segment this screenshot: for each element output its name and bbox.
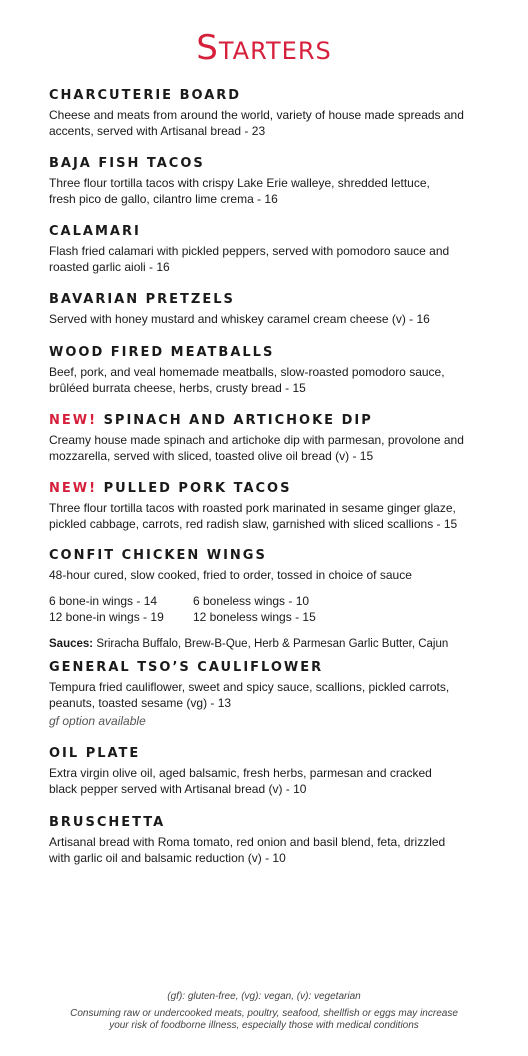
page-title: Starters (196, 28, 332, 68)
item-name: OIL PLATE (49, 746, 141, 761)
description-line: Extra virgin olive oil, aged balsamic, fresh herbs, parmesan and cracked (49, 766, 432, 780)
description-line: Served with honey mustard and whiskey caramel cream cheese (v) - 16 (49, 312, 430, 326)
menu-item-oil-plate (49, 746, 489, 797)
item-name: GENERAL TSO’S CAULIFLOWER (49, 660, 324, 675)
item-description (49, 364, 489, 396)
item-name: BAVARIAN PRETZELS (49, 292, 235, 307)
item-description (49, 500, 489, 532)
description-line: Beef, pork, and veal homemade meatballs, slow-roasted pomodoro sauce, (49, 365, 445, 379)
new-badge: NEW! (49, 413, 98, 428)
description-line: accents, served with Artisanal bread - 23 (49, 124, 266, 138)
item-name (49, 481, 489, 497)
new-badge: NEW! (49, 481, 98, 496)
warning-line: Consuming raw or undercooked meats, poultry, seafood, shellfish or eggs may increase (70, 1008, 458, 1019)
description-line: mozzarella, served with sliced, toasted olive oil bread (v) - 15 (49, 449, 374, 463)
description-line: brûléed burrata cheese, herbs, crusty bread - 15 (49, 381, 306, 395)
sauce-options (49, 636, 489, 652)
menu-item-general-tsos-cauliflower (49, 660, 489, 729)
item-description (49, 765, 489, 797)
size-option: 6 bone-in wings - 14 (49, 594, 158, 608)
item-description (49, 432, 489, 464)
item-name: BAJA FISH TACOS (49, 156, 205, 171)
description-line: roasted garlic aioli - 16 (49, 260, 170, 274)
description-line: Creamy house made spinach and artichoke dip with parmesan, provolone and (49, 433, 464, 447)
description-line: black pepper served with Artisanal bread (v) - 10 (49, 782, 307, 796)
item-description (49, 107, 489, 139)
menu-item-bavarian-pretzels (49, 292, 489, 327)
description-line: peanuts, toasted sesame (vg) - 13 (49, 696, 232, 710)
sauces-list: Sriracha Buffalo, Brew-B-Que, Herb & Parmesan Garlic Butter, Cajun (96, 638, 449, 650)
menu-item-baja-fish-tacos (49, 156, 489, 207)
menu-item-pulled-pork-tacos (49, 481, 489, 532)
item-name: CONFIT CHICKEN WINGS (49, 548, 267, 563)
item-name: BRUSCHETTA (49, 815, 166, 830)
sauces-label: Sauces: (49, 638, 94, 650)
item-name: WOOD FIRED MEATBALLS (49, 345, 275, 360)
description-line: Artisanal bread with Roma tomato, red onion and basil blend, feta, drizzled (49, 835, 446, 849)
description-line: fresh pico de gallo, cilantro lime crema - 16 (49, 192, 278, 206)
description-line: with garlic oil and balsamic reduction (v) - 10 (49, 851, 286, 865)
menu-item-confit-chicken-wings (49, 548, 489, 652)
food-safety-warning (0, 1008, 528, 1032)
size-row (49, 593, 489, 609)
size-option: 6 boneless wings - 10 (193, 594, 310, 608)
description-line: Flash fried calamari with pickled peppers, served with pomodoro sauce and (49, 244, 450, 258)
item-name-text: PULLED PORK TACOS (103, 481, 292, 496)
menu-item-calamari (49, 224, 489, 275)
item-description (49, 175, 489, 207)
gf-note: gf option available (49, 714, 146, 728)
description-line: Tempura fried cauliflower, sweet and spicy sauce, scallions, pickled carrots, (49, 680, 450, 694)
menu-item-charcuterie-board (49, 88, 489, 139)
description-line: 48-hour cured, slow cooked, fried to order, tossed in choice of sauce (49, 568, 412, 582)
dietary-legend: (gf): gluten-free, (vg): vegan, (v): vegetarian (167, 991, 361, 1002)
size-option: 12 boneless wings - 15 (193, 610, 316, 624)
description-line: Three flour tortilla tacos with roasted pork marinated in sesame ginger glaze, (49, 501, 456, 515)
item-description (49, 243, 489, 275)
item-description (49, 679, 489, 711)
item-name: CALAMARI (49, 224, 141, 239)
item-description (49, 834, 489, 866)
warning-line: your risk of foodborne illness, especially those with medical conditions (109, 1020, 419, 1031)
description-line: pickled cabbage, carrots, red radish slaw, garnished with sliced scallions - 15 (49, 517, 458, 531)
menu-item-bruschetta (49, 815, 489, 866)
description-line: Cheese and meats from around the world, variety of house made spreads and (49, 108, 464, 122)
description-line: Three flour tortilla tacos with crispy Lake Erie walleye, shredded lettuce, (49, 176, 430, 190)
size-option: 12 bone-in wings - 19 (49, 610, 164, 624)
size-row (49, 609, 489, 625)
item-name: CHARCUTERIE BOARD (49, 88, 242, 103)
item-description (49, 311, 489, 327)
menu-item-spinach-artichoke-dip (49, 413, 489, 464)
item-description (49, 567, 489, 583)
menu-item-wood-fired-meatballs (49, 345, 489, 396)
item-name (49, 413, 489, 429)
item-name-text: SPINACH AND ARTICHOKE DIP (103, 413, 373, 428)
wing-sizes (49, 593, 489, 625)
